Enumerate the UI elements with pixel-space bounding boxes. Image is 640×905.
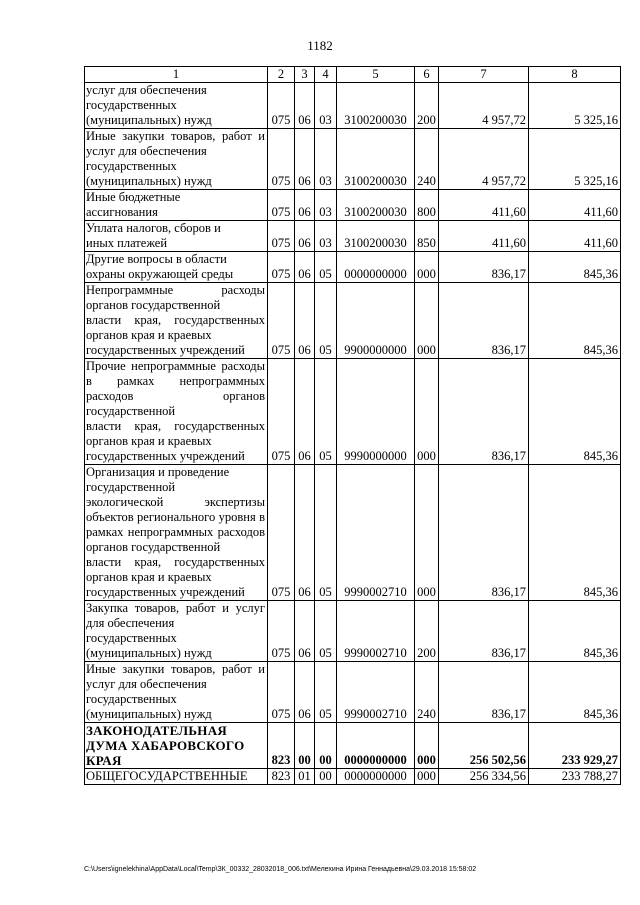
section-cell: 06	[295, 601, 315, 662]
expense-type-cell: 000	[415, 252, 439, 283]
amount-year1-cell: 411,60	[439, 221, 529, 252]
expense-type-cell: 240	[415, 129, 439, 190]
target-article-cell: 3100200030	[337, 190, 415, 221]
expense-type-cell: 000	[415, 769, 439, 785]
code-cell: 075	[268, 129, 295, 190]
code-cell: 075	[268, 601, 295, 662]
header-cell: 4	[315, 67, 337, 83]
section-cell: 06	[295, 190, 315, 221]
amount-year1-cell: 4 957,72	[439, 83, 529, 129]
target-article-cell: 0000000000	[337, 252, 415, 283]
subsection-cell: 03	[315, 83, 337, 129]
item-name-cell: Иные бюджетные ассигнования	[85, 190, 268, 221]
amount-year2-cell: 845,36	[529, 283, 621, 359]
amount-year2-cell: 233 788,27	[529, 769, 621, 785]
table-row	[85, 283, 621, 359]
target-article-cell: 0000000000	[337, 723, 415, 769]
target-article-cell: 0000000000	[337, 769, 415, 785]
amount-year2-cell: 411,60	[529, 221, 621, 252]
target-article-cell: 9990002710	[337, 465, 415, 601]
subsection-cell: 00	[315, 769, 337, 785]
header-cell: 5	[337, 67, 415, 83]
amount-year1-cell: 836,17	[439, 252, 529, 283]
expense-type-cell: 000	[415, 283, 439, 359]
section-cell: 06	[295, 129, 315, 190]
section-cell: 06	[295, 283, 315, 359]
expense-type-cell: 800	[415, 190, 439, 221]
amount-year1-cell: 836,17	[439, 283, 529, 359]
expense-type-cell: 200	[415, 83, 439, 129]
header-cell: 6	[415, 67, 439, 83]
target-article-cell: 9990002710	[337, 601, 415, 662]
amount-year1-cell: 836,17	[439, 465, 529, 601]
table-row	[85, 129, 621, 190]
subsection-cell: 03	[315, 129, 337, 190]
amount-year1-cell: 836,17	[439, 359, 529, 465]
code-cell: 823	[268, 769, 295, 785]
table-row	[85, 83, 621, 129]
amount-year2-cell: 845,36	[529, 662, 621, 723]
item-name-cell: Другие вопросы в области охраны окружающей среды	[85, 252, 268, 283]
target-article-cell: 9900000000	[337, 283, 415, 359]
table-row	[85, 723, 621, 769]
target-article-cell: 9990000000	[337, 359, 415, 465]
amount-year2-cell: 5 325,16	[529, 83, 621, 129]
amount-year2-cell: 845,36	[529, 601, 621, 662]
table-body	[85, 67, 621, 785]
header-cell: 7	[439, 67, 529, 83]
table-row	[85, 662, 621, 723]
section-cell: 06	[295, 252, 315, 283]
table-row	[85, 252, 621, 283]
item-name-cell: Непрограммные расходы органов государственной власти края, государственных органов края и краевых государственных учреждений	[85, 283, 268, 359]
item-name-cell: Уплата налогов, сборов и иных платежей	[85, 221, 268, 252]
section-cell: 00	[295, 723, 315, 769]
amount-year1-cell: 256 334,56	[439, 769, 529, 785]
header-cell: 2	[268, 67, 295, 83]
amount-year1-cell: 836,17	[439, 601, 529, 662]
expense-type-cell: 240	[415, 662, 439, 723]
amount-year2-cell: 233 929,27	[529, 723, 621, 769]
budget-table	[84, 66, 621, 785]
amount-year1-cell: 836,17	[439, 662, 529, 723]
code-cell: 075	[268, 190, 295, 221]
section-cell: 06	[295, 662, 315, 723]
header-cell: 1	[85, 67, 268, 83]
code-cell: 075	[268, 283, 295, 359]
item-name-cell: Иные закупки товаров, работ и услуг для обеспечения государственных (муниципальных) нужд	[85, 662, 268, 723]
amount-year1-cell: 411,60	[439, 190, 529, 221]
subsection-cell: 03	[315, 190, 337, 221]
code-cell: 823	[268, 723, 295, 769]
amount-year1-cell: 256 502,56	[439, 723, 529, 769]
header-row	[85, 67, 621, 83]
code-cell: 075	[268, 83, 295, 129]
table-row	[85, 465, 621, 601]
code-cell: 075	[268, 221, 295, 252]
subsection-cell: 05	[315, 662, 337, 723]
code-cell: 075	[268, 252, 295, 283]
item-name-cell: ЗАКОНОДАТЕЛЬНАЯ ДУМА ХАБАРОВСКОГО КРАЯ	[85, 723, 268, 769]
amount-year2-cell: 845,36	[529, 359, 621, 465]
target-article-cell: 9990002710	[337, 662, 415, 723]
amount-year2-cell: 845,36	[529, 252, 621, 283]
code-cell: 075	[268, 465, 295, 601]
file-path-footer: C:\Users\ignelekhina\AppData\Local\Temp\ЗК_00332_28032018_006.txt\Мелехина Ирина Геннадьевна\29.03.2018 15:58:02	[84, 866, 477, 873]
expense-type-cell: 000	[415, 723, 439, 769]
subsection-cell: 05	[315, 252, 337, 283]
target-article-cell: 3100200030	[337, 129, 415, 190]
subsection-cell: 05	[315, 465, 337, 601]
section-cell: 01	[295, 769, 315, 785]
expense-type-cell: 000	[415, 359, 439, 465]
subsection-cell: 00	[315, 723, 337, 769]
expense-type-cell: 200	[415, 601, 439, 662]
amount-year2-cell: 411,60	[529, 190, 621, 221]
header-cell: 3	[295, 67, 315, 83]
table-row	[85, 190, 621, 221]
table-row	[85, 769, 621, 785]
amount-year2-cell: 5 325,16	[529, 129, 621, 190]
target-article-cell: 3100200030	[337, 221, 415, 252]
expense-type-cell: 850	[415, 221, 439, 252]
subsection-cell: 03	[315, 221, 337, 252]
table-row	[85, 359, 621, 465]
subsection-cell: 05	[315, 283, 337, 359]
code-cell: 075	[268, 662, 295, 723]
table-row	[85, 601, 621, 662]
item-name-cell: Прочие непрограммные расходы в рамках непрограммных расходов органов государственной власти края, государственных органов края и краевых государственных учреждений	[85, 359, 268, 465]
header-cell: 8	[529, 67, 621, 83]
amount-year1-cell: 4 957,72	[439, 129, 529, 190]
item-name-cell: ОБЩЕГОСУДАРСТВЕННЫЕ	[85, 769, 268, 785]
subsection-cell: 05	[315, 601, 337, 662]
item-name-cell: услуг для обеспечения государственных (муниципальных) нужд	[85, 83, 268, 129]
item-name-cell: Закупка товаров, работ и услуг для обеспечения государственных (муниципальных) нужд	[85, 601, 268, 662]
expense-type-cell: 000	[415, 465, 439, 601]
item-name-cell: Иные закупки товаров, работ и услуг для обеспечения государственных (муниципальных) нужд	[85, 129, 268, 190]
target-article-cell: 3100200030	[337, 83, 415, 129]
page-number: 1182	[307, 38, 333, 53]
section-cell: 06	[295, 221, 315, 252]
item-name-cell: Организация и проведение государственной экологической экспертизы объектов регионального уровня в рамках непрограммных расходов органов государственной власти края, государственных органов края и краевых государственных учреждений	[85, 465, 268, 601]
code-cell: 075	[268, 359, 295, 465]
section-cell: 06	[295, 465, 315, 601]
amount-year2-cell: 845,36	[529, 465, 621, 601]
section-cell: 06	[295, 83, 315, 129]
section-cell: 06	[295, 359, 315, 465]
subsection-cell: 05	[315, 359, 337, 465]
table-row	[85, 221, 621, 252]
